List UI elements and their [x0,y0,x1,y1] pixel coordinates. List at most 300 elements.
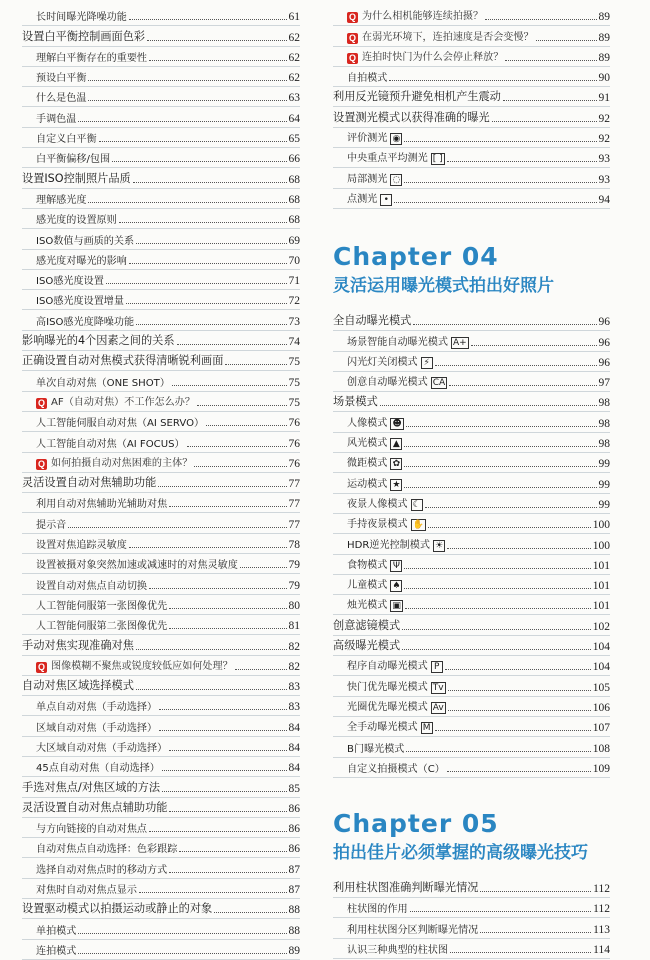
dot-leader [485,19,596,20]
toc-entry [333,6,610,26]
dot-leader [225,364,286,365]
page-number: 79 [288,579,300,592]
dot-leader [235,669,287,670]
dot-leader [162,791,286,792]
dot-leader [187,446,287,447]
entry-title: 柱状图的作用 [347,904,408,916]
toc-entry [22,615,300,635]
toc-entry [22,392,300,412]
toc-entry [333,26,610,46]
dot-leader [480,932,591,933]
dot-leader [136,243,286,244]
mode-symbol-icon: P [431,661,443,673]
toc-section-drive-metering [333,6,610,209]
dot-leader [503,100,597,101]
toc-entry [22,67,300,87]
page-number: 84 [288,762,300,775]
dot-leader [147,40,286,41]
entry-title: 局部测光 ◌ [347,170,402,186]
dot-leader [206,425,286,426]
page-number: 114 [593,943,610,956]
entry-title: 单次自动对焦（ONE SHOT） [36,377,170,389]
page-number: 96 [598,316,610,329]
dot-leader [214,912,286,913]
entry-title: 手动对焦实现准确对焦 [22,638,134,652]
dot-leader [158,486,286,487]
entry-title: 高级曝光模式 [333,639,401,653]
entry-title: Q 图像模糊不聚焦或锐度较低应如何处理？ [37,660,233,672]
mode-symbol-icon: Av [432,702,444,713]
page-number: 112 [593,883,610,896]
toc-entry [333,189,610,209]
dot-leader [505,60,596,61]
dot-leader [129,19,287,20]
dot-leader [240,567,287,568]
entry-title: 感光度的设置原则 [36,215,117,227]
page-number: 104 [592,641,610,654]
dot-leader [149,60,286,61]
dot-leader [394,202,596,203]
dot-leader [179,851,286,852]
page-number: 108 [592,742,610,755]
dot-leader [428,527,591,528]
page-number: 83 [288,701,300,714]
entry-title: 设置自动对焦点自动切换 [36,580,148,592]
toc-section-entry [333,87,610,107]
mode-symbol-icon: ♠ [392,581,401,592]
dot-leader [492,121,597,122]
page-number: 75 [288,396,300,409]
page-number: 97 [598,377,610,390]
toc-entry [333,697,610,717]
entry-title: ISO感光度设置 [36,276,104,288]
chapter-5-title: 拍出佳片必须掌握的高级曝光技巧 [333,842,588,863]
dot-leader [159,730,286,731]
page-number: 101 [592,580,610,593]
page-number: 76 [288,457,300,470]
dot-leader [136,649,287,650]
page-number: 99 [598,478,610,491]
page-number: 61 [288,11,300,24]
entry-title: 手调色温 [36,113,77,125]
page-number: 76 [288,417,300,430]
page-number: 94 [598,193,610,206]
toc-entry [22,229,300,249]
dot-leader [425,507,597,508]
entry-title: 区域自动对焦（手动选择） [36,722,158,734]
page-number: 90 [598,72,610,85]
entry-title: 场景模式 [333,395,378,409]
mode-symbol-icon: ★ [392,479,401,490]
page-number: 101 [592,600,610,613]
page-number: 96 [598,356,610,369]
chapter-5-heading: Chapter 05 [333,808,499,838]
mode-symbol-icon: M [421,722,433,734]
toc-section-entry [333,636,610,656]
entry-title: 手选对焦点/对焦区域的方法 [22,780,161,794]
page-number: 62 [288,51,300,64]
toc-entry [22,87,300,107]
dot-leader [169,811,286,812]
toc-entry [333,128,610,148]
toc-entry [22,128,300,148]
entry-title: 自动对焦区域选择模式 [22,679,134,693]
entry-title: 人工智能伺服自动对焦（AI SERVO） [36,418,205,430]
toc-entry [333,148,610,168]
entry-title: 闪光灯关闭模式 ⚡ [347,353,433,369]
dot-leader [133,182,287,183]
page-number: 79 [288,559,300,572]
dot-leader [404,487,596,488]
toc-entry [22,148,300,168]
entry-title: 全手动曝光模式 M [347,718,433,734]
page-number: 88 [288,904,300,917]
mode-symbol-icon: Ψ [390,560,402,572]
entry-title: 利用反光镜预升避免相机产生震动 [333,90,501,104]
page-number: 73 [288,315,300,328]
entry-title: 微距模式 ✿ [347,454,402,470]
entry-title: 设置测光模式以获得准确的曝光 [333,110,490,124]
toc-entry [333,494,610,514]
toc-entry [22,858,300,878]
page-number: 77 [288,478,300,491]
dot-leader [197,405,287,406]
dot-leader [119,222,287,223]
entry-title: Q 连拍时快门为什么会停止释放？ [348,51,504,63]
page-number: 87 [288,884,300,897]
entry-title: B门曝光模式 [347,743,405,755]
toc-entry [22,757,300,777]
page-number: 84 [288,721,300,734]
page-number: 106 [592,701,610,714]
toc-entry [22,513,300,533]
mode-symbol-icon: Tv [432,682,444,693]
page-number: 112 [593,903,610,916]
page-number: 107 [592,722,610,735]
toc-entry [333,918,610,938]
page-number: 82 [288,640,300,653]
dot-leader [78,953,286,954]
toc-entry [22,919,300,939]
page-number: 86 [288,802,300,815]
toc-entry [22,696,300,716]
toc-section-entry [333,878,610,898]
mode-symbol-icon: ▣ [392,601,401,612]
toc-left-column [22,6,300,960]
dot-leader [447,771,591,772]
page-number: 83 [288,681,300,694]
dot-leader [435,730,591,731]
toc-section-entry [22,351,300,371]
page-number: 89 [288,944,300,957]
toc-entry [333,352,610,372]
dot-leader [448,690,591,691]
toc-entry [333,534,610,554]
toc-entry [22,493,300,513]
entry-title: 对焦时自动对焦点显示 [36,885,137,897]
mode-symbol-icon: ⚡ [421,357,433,369]
entry-title: 灵活设置自动对焦点辅助功能 [22,800,168,814]
entry-title: 设置驱动模式以拍摄运动或静止的对象 [22,902,213,916]
entry-title: 与方向链接的自动对焦点 [36,824,148,836]
page-number: 80 [288,599,300,612]
entry-title: 正确设置自动对焦模式获得清晰锐利画面 [22,354,224,368]
toc-entry [22,371,300,391]
toc-entry [22,432,300,452]
question-badge-icon: Q [37,661,45,672]
page-number: 63 [288,92,300,105]
dot-leader [88,80,286,81]
toc-entry [333,168,610,188]
entry-title: Q 在弱光环境下，连拍速度是否会变慢？ [348,31,534,43]
entry-title: 设置被摄对象突然加速或减速时的对焦灵敏度 [36,560,238,572]
dot-leader [129,547,287,548]
entry-title: 连拍模式 [36,945,77,957]
dot-leader [99,141,287,142]
toc-entry [22,574,300,594]
dot-leader [172,385,287,386]
toc-entry [22,6,300,26]
entry-title: 设置白平衡控制画面色彩 [22,29,146,43]
dot-leader [380,405,597,406]
entry-title: ISO感光度设置增量 [36,296,124,308]
entry-title: 创意滤镜模式 [333,618,401,632]
toc-section-entry [333,392,610,412]
page-number: 84 [288,741,300,754]
dot-leader [88,202,286,203]
page-number: 71 [288,275,300,288]
entry-title: 人工智能伺服第一张图像优先 [36,600,168,612]
page-number: 75 [288,356,300,369]
toc-section-entry [22,899,300,919]
toc-entry [22,47,300,67]
entry-title: 选择自动对焦点时的移动方式 [36,864,168,876]
mode-symbol-icon: ◉ [390,133,402,145]
page-number: 74 [288,336,300,349]
toc-entry [22,250,300,270]
toc-entry [333,737,610,757]
chapter-4-title: 灵活运用曝光模式拍出好照片 [333,275,554,296]
toc-entry [333,555,610,575]
mode-symbol-icon: [ ] [432,154,443,165]
toc-entry [333,656,610,676]
toc-section-exposure-modes [333,311,610,778]
toc-entry [333,595,610,615]
toc-entry [333,372,610,392]
toc-entry [333,758,610,778]
dot-leader [447,161,597,162]
page-number: 113 [593,923,610,936]
dot-leader [169,608,286,609]
toc-entry [22,656,300,676]
page-number: 86 [288,843,300,856]
page-number: 68 [288,214,300,227]
page-number: 88 [288,924,300,937]
entry-title: 什么是色温 [36,93,87,105]
toc-section-entry [22,168,300,188]
dot-leader [78,933,286,934]
dot-leader [389,80,596,81]
mode-symbol-icon: ◌ [390,174,402,186]
mode-symbol-icon: ▲ [390,438,402,450]
dot-leader [448,710,591,711]
entry-title: 光圈优先曝光模式 Av [347,701,444,713]
page-number: 89 [598,51,610,64]
mode-symbol-icon: ✿ [390,458,402,470]
entry-title: 人工智能自动对焦（AI FOCUS） [36,438,185,450]
toc-entry [22,412,300,432]
entry-title: 点测光 • [347,190,392,206]
entry-title: 场景智能自动曝光模式 A+ [347,336,467,348]
chapter-4-heading: Chapter 04 [333,241,499,271]
question-badge-icon: Q [348,32,356,43]
entry-title: 烛光模式 ▣ [347,600,401,612]
entry-title: 大区域自动对焦（手动选择） [36,742,168,754]
entry-title: 自定义白平衡 [36,134,97,146]
entry-title: 预设白平衡 [36,73,87,85]
entry-title: 食物模式 Ψ [347,556,402,572]
page-number: 100 [592,539,610,552]
toc-entry [333,676,610,696]
entry-title: 45点自动对焦（自动选择） [36,763,160,775]
mode-symbol-icon: ☾ [412,499,421,510]
mode-symbol-icon: CA [432,378,446,389]
mode-symbol-icon: ☻ [392,418,402,429]
page-number: 82 [288,660,300,673]
dot-leader [404,141,596,142]
dot-leader [149,831,286,832]
page-number: 92 [598,112,610,125]
page-number: 98 [598,438,610,451]
dot-leader [404,466,596,467]
toc-section-entry [22,331,300,351]
toc-entry [22,209,300,229]
entry-title: 利用自动对焦辅助光辅助对焦 [36,499,168,511]
page-number: 92 [598,133,610,146]
dot-leader [78,121,286,122]
page-number: 102 [592,620,610,633]
entry-title: 利用柱状图分区判断曝光情况 [347,924,479,936]
toc-section-entry [333,311,610,331]
page-number: 86 [288,823,300,836]
page-number: 68 [288,193,300,206]
dot-leader [413,324,596,325]
entry-title: 运动模式 ★ [347,478,401,490]
page-number: 77 [288,518,300,531]
entry-title: 快门优先曝光模式 Tv [347,681,444,693]
dot-leader [435,365,597,366]
dot-leader [402,649,591,650]
toc-entry [22,716,300,736]
dot-leader [129,263,287,264]
dot-leader [136,689,287,690]
dot-leader [169,750,286,751]
dot-leader [169,506,286,507]
toc-entry [22,270,300,290]
dot-leader [136,324,286,325]
mode-symbol-icon: ☀ [434,540,444,551]
page-number: 66 [288,153,300,166]
dot-leader [126,303,287,304]
dot-leader [162,770,287,771]
entry-title: 风光模式 ▲ [347,434,402,450]
toc-section-entry [333,107,610,127]
mode-symbol-icon: ✋ [412,520,424,531]
page-number: 64 [288,112,300,125]
page-number: 98 [598,417,610,430]
toc-entry [333,898,610,918]
toc-entry [22,818,300,838]
page-number: 109 [592,762,610,775]
dot-leader [449,385,596,386]
toc-section-entry [22,777,300,797]
dot-leader [404,588,590,589]
mode-symbol-icon: • [380,194,392,206]
entry-title: 自动对焦点自动选择：色彩跟踪 [36,844,178,856]
entry-title: 理解白平衡存在的重要性 [36,52,148,64]
dot-leader [402,629,591,630]
dot-leader [112,161,286,162]
dot-leader [404,446,596,447]
dot-leader [159,709,286,710]
dot-leader [177,344,287,345]
page-number: 104 [592,661,610,674]
page-number: 70 [288,254,300,267]
page-number: 65 [288,133,300,146]
question-badge-icon: Q [37,458,45,469]
toc-entry [22,737,300,757]
dot-leader [536,40,597,41]
dot-leader [149,588,286,589]
page-number: 96 [598,336,610,349]
toc-entry [333,575,610,595]
entry-title: 程序自动曝光模式 P [347,657,443,673]
entry-title: 自定义拍摄模式（C） [347,763,445,775]
toc-entry [333,514,610,534]
page-number: 89 [598,11,610,24]
page-number: 93 [598,153,610,166]
page-number: 81 [288,620,300,633]
toc-entry [22,290,300,310]
entry-title: 提示音 [36,519,67,531]
entry-title: 手持夜景模式 ✋ [347,519,424,531]
toc-entry [333,473,610,493]
toc-entry [22,310,300,330]
dot-leader [404,182,596,183]
toc-entry [333,412,610,432]
toc-entry [22,940,300,960]
question-badge-icon: Q [37,397,45,408]
dot-leader [447,548,591,549]
toc-entry [22,453,300,473]
toc-entry [333,453,610,473]
toc-entry [333,47,610,67]
toc-entry [22,534,300,554]
entry-title: 感光度对曝光的影响 [36,255,127,267]
dot-leader [169,872,286,873]
page-number: 77 [288,498,300,511]
page-number: 75 [288,376,300,389]
dot-leader [450,952,591,953]
page-number: 98 [598,397,610,410]
dot-leader [404,568,590,569]
entry-title: Q 为什么相机能够连续拍摄？ [348,11,484,23]
toc-entry [333,717,610,737]
entry-title: 白平衡偏移/包围 [36,154,111,166]
dot-leader [139,892,287,893]
dot-leader [68,527,286,528]
question-badge-icon: Q [348,12,356,23]
